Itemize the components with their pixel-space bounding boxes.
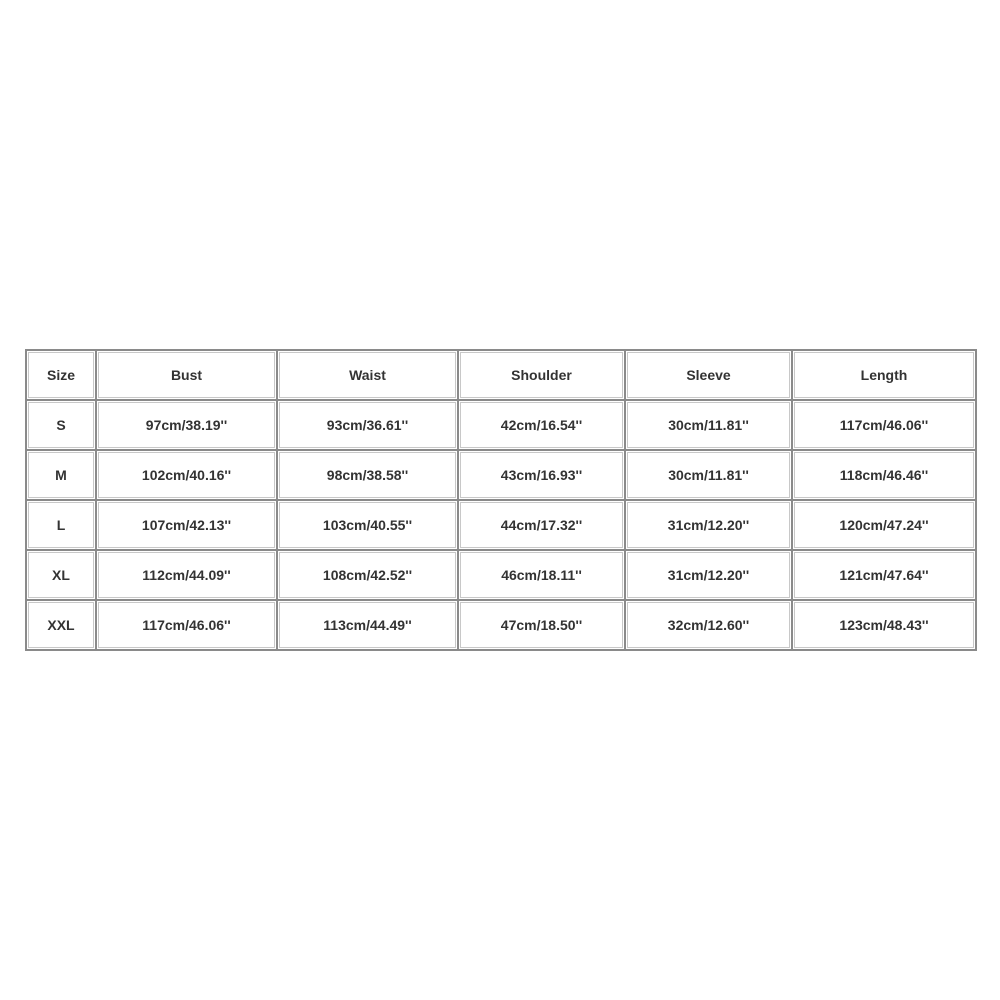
- table-row: [26, 450, 976, 500]
- size-chart-table: [25, 349, 977, 651]
- cell-waist: 108cm/42.52'': [277, 550, 458, 600]
- cell-length: 123cm/48.43'': [792, 600, 976, 650]
- cell-sleeve: 31cm/12.20'': [625, 550, 792, 600]
- table-row: [26, 550, 976, 600]
- cell-shoulder: 46cm/18.11'': [458, 550, 625, 600]
- cell-waist: 93cm/36.61'': [277, 400, 458, 450]
- cell-bust: 102cm/40.16'': [96, 450, 277, 500]
- cell-shoulder: 42cm/16.54'': [458, 400, 625, 450]
- cell-bust: 117cm/46.06'': [96, 600, 277, 650]
- cell-size: S: [26, 400, 96, 450]
- cell-length: 121cm/47.64'': [792, 550, 976, 600]
- header-waist: Waist: [277, 350, 458, 400]
- table-row: [26, 600, 976, 650]
- header-size: Size: [26, 350, 96, 400]
- header-length: Length: [792, 350, 976, 400]
- cell-waist: 113cm/44.49'': [277, 600, 458, 650]
- cell-length: 120cm/47.24'': [792, 500, 976, 550]
- cell-sleeve: 30cm/11.81'': [625, 400, 792, 450]
- header-sleeve: Sleeve: [625, 350, 792, 400]
- cell-waist: 103cm/40.55'': [277, 500, 458, 550]
- table-row: [26, 500, 976, 550]
- cell-sleeve: 31cm/12.20'': [625, 500, 792, 550]
- cell-bust: 112cm/44.09'': [96, 550, 277, 600]
- cell-size: XXL: [26, 600, 96, 650]
- cell-length: 118cm/46.46'': [792, 450, 976, 500]
- cell-bust: 97cm/38.19'': [96, 400, 277, 450]
- header-bust: Bust: [96, 350, 277, 400]
- cell-length: 117cm/46.06'': [792, 400, 976, 450]
- cell-size: L: [26, 500, 96, 550]
- cell-size: XL: [26, 550, 96, 600]
- cell-shoulder: 47cm/18.50'': [458, 600, 625, 650]
- cell-sleeve: 30cm/11.81'': [625, 450, 792, 500]
- cell-size: M: [26, 450, 96, 500]
- cell-shoulder: 44cm/17.32'': [458, 500, 625, 550]
- cell-waist: 98cm/38.58'': [277, 450, 458, 500]
- table-header-row: [26, 350, 976, 400]
- cell-shoulder: 43cm/16.93'': [458, 450, 625, 500]
- cell-sleeve: 32cm/12.60'': [625, 600, 792, 650]
- header-shoulder: Shoulder: [458, 350, 625, 400]
- cell-bust: 107cm/42.13'': [96, 500, 277, 550]
- table-row: [26, 400, 976, 450]
